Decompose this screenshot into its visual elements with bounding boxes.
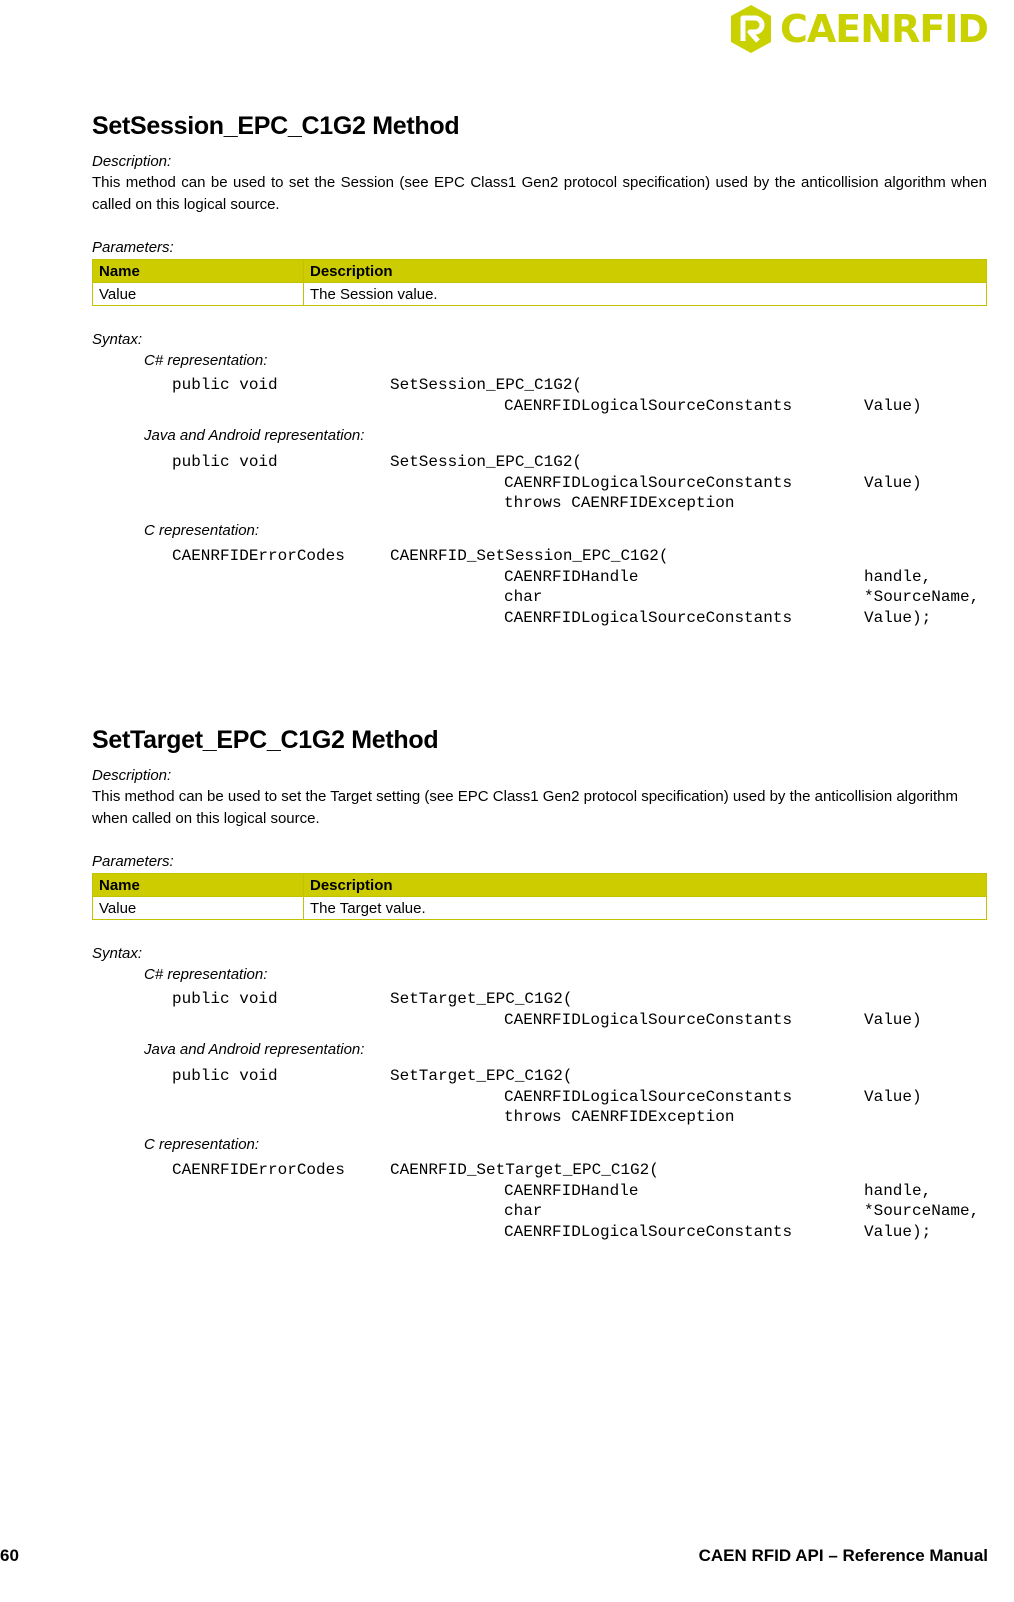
logo-text: CAENRFID bbox=[780, 7, 988, 51]
table-row bbox=[93, 897, 987, 920]
code-arg-name: Value); bbox=[864, 1222, 932, 1241]
code-method-name: SetTarget_EPC_C1G2( bbox=[390, 990, 573, 1008]
code-throws: throws CAENRFIDException bbox=[504, 1108, 735, 1126]
c-code bbox=[92, 1160, 987, 1244]
code-arg-type: CAENRFIDLogicalSourceConstants bbox=[504, 1087, 793, 1106]
description-text: This method can be used to set the Session (see EPC Class1 Gen2 protocol specification) used by the anticollision algorithm when called on this logical source. bbox=[92, 174, 987, 213]
csharp-label: C# representation: bbox=[144, 352, 268, 369]
param-description: The Session value. bbox=[304, 283, 987, 306]
code-return-type: public void bbox=[172, 1067, 278, 1085]
code-arg-type: CAENRFIDLogicalSourceConstants bbox=[504, 1010, 793, 1029]
csharp-code bbox=[92, 989, 987, 1041]
java-label: Java and Android representation: bbox=[144, 1041, 365, 1058]
section-title: SetSession_EPC_C1G2 Method bbox=[92, 112, 460, 140]
code-method-name: CAENRFID_SetTarget_EPC_C1G2( bbox=[390, 1161, 659, 1179]
parameters-label: Parameters: bbox=[92, 239, 174, 256]
code-arg-name: handle, bbox=[864, 567, 932, 586]
code-throws: throws CAENRFIDException bbox=[504, 494, 735, 512]
code-return-type: CAENRFIDErrorCodes bbox=[172, 547, 345, 565]
c-label: C representation: bbox=[144, 522, 260, 539]
table-row bbox=[93, 283, 987, 306]
parameters-table bbox=[92, 873, 987, 920]
java-code bbox=[92, 1066, 987, 1138]
code-arg-type: CAENRFIDLogicalSourceConstants bbox=[504, 473, 793, 492]
code-return-type: CAENRFIDErrorCodes bbox=[172, 1161, 345, 1179]
section-title: SetTarget_EPC_C1G2 Method bbox=[92, 726, 439, 754]
description-label: Description: bbox=[92, 767, 172, 784]
code-arg-name: Value); bbox=[864, 608, 932, 627]
code-arg-type: char bbox=[504, 1202, 543, 1220]
code-arg-name: Value) bbox=[864, 473, 922, 492]
code-return-type: public void bbox=[172, 990, 278, 1008]
syntax-label: Syntax: bbox=[92, 331, 143, 348]
code-arg-type: CAENRFIDLogicalSourceConstants bbox=[504, 1222, 793, 1241]
code-return-type: public void bbox=[172, 453, 278, 471]
code-method-name: SetTarget_EPC_C1G2( bbox=[390, 1067, 573, 1085]
description-label: Description: bbox=[92, 153, 172, 170]
code-arg-type: CAENRFIDLogicalSourceConstants bbox=[504, 396, 793, 415]
header-description: Description bbox=[304, 874, 987, 897]
logo-hexagon-icon bbox=[728, 3, 774, 55]
header-name: Name bbox=[93, 874, 304, 897]
page-number: 60 bbox=[0, 1546, 19, 1565]
header-description: Description bbox=[304, 260, 987, 283]
param-description: The Target value. bbox=[304, 897, 987, 920]
c-code bbox=[92, 546, 987, 630]
manual-title: CAEN RFID API – Reference Manual bbox=[698, 1546, 988, 1565]
code-arg-name: Value) bbox=[864, 1010, 922, 1029]
section-setsession bbox=[92, 109, 987, 630]
code-arg-name: *SourceName, bbox=[864, 1202, 980, 1220]
code-method-name: SetSession_EPC_C1G2( bbox=[390, 376, 583, 394]
code-arg-name: handle, bbox=[864, 1181, 932, 1200]
code-arg-name: Value) bbox=[864, 396, 922, 415]
code-arg-type: char bbox=[504, 588, 543, 606]
code-arg-type: CAENRFIDHandle bbox=[504, 1181, 639, 1200]
parameters-label: Parameters: bbox=[92, 853, 174, 870]
csharp-label: C# representation: bbox=[144, 966, 268, 983]
table-header-row bbox=[93, 260, 987, 283]
code-arg-name: *SourceName, bbox=[864, 588, 980, 606]
description-text: This method can be used to set the Target setting (see EPC Class1 Gen2 protocol specification) used by the anticollision algorithm when called on this logical source. bbox=[92, 788, 959, 827]
c-label: C representation: bbox=[144, 1136, 260, 1153]
param-name: Value bbox=[93, 897, 304, 920]
java-code bbox=[92, 452, 987, 524]
code-arg-name: Value) bbox=[864, 1087, 922, 1106]
header-name: Name bbox=[93, 260, 304, 283]
syntax-label: Syntax: bbox=[92, 945, 143, 962]
code-method-name: SetSession_EPC_C1G2( bbox=[390, 453, 583, 471]
java-label: Java and Android representation: bbox=[144, 427, 365, 444]
param-name: Value bbox=[93, 283, 304, 306]
code-method-name: CAENRFID_SetSession_EPC_C1G2( bbox=[390, 547, 669, 565]
table-header-row bbox=[93, 874, 987, 897]
code-return-type: public void bbox=[172, 376, 278, 394]
parameters-table bbox=[92, 259, 987, 306]
csharp-code bbox=[92, 375, 987, 427]
code-arg-type: CAENRFIDHandle bbox=[504, 567, 639, 586]
section-settarget bbox=[92, 723, 987, 1244]
code-arg-type: CAENRFIDLogicalSourceConstants bbox=[504, 608, 793, 627]
caenrfid-logo bbox=[728, 2, 988, 56]
